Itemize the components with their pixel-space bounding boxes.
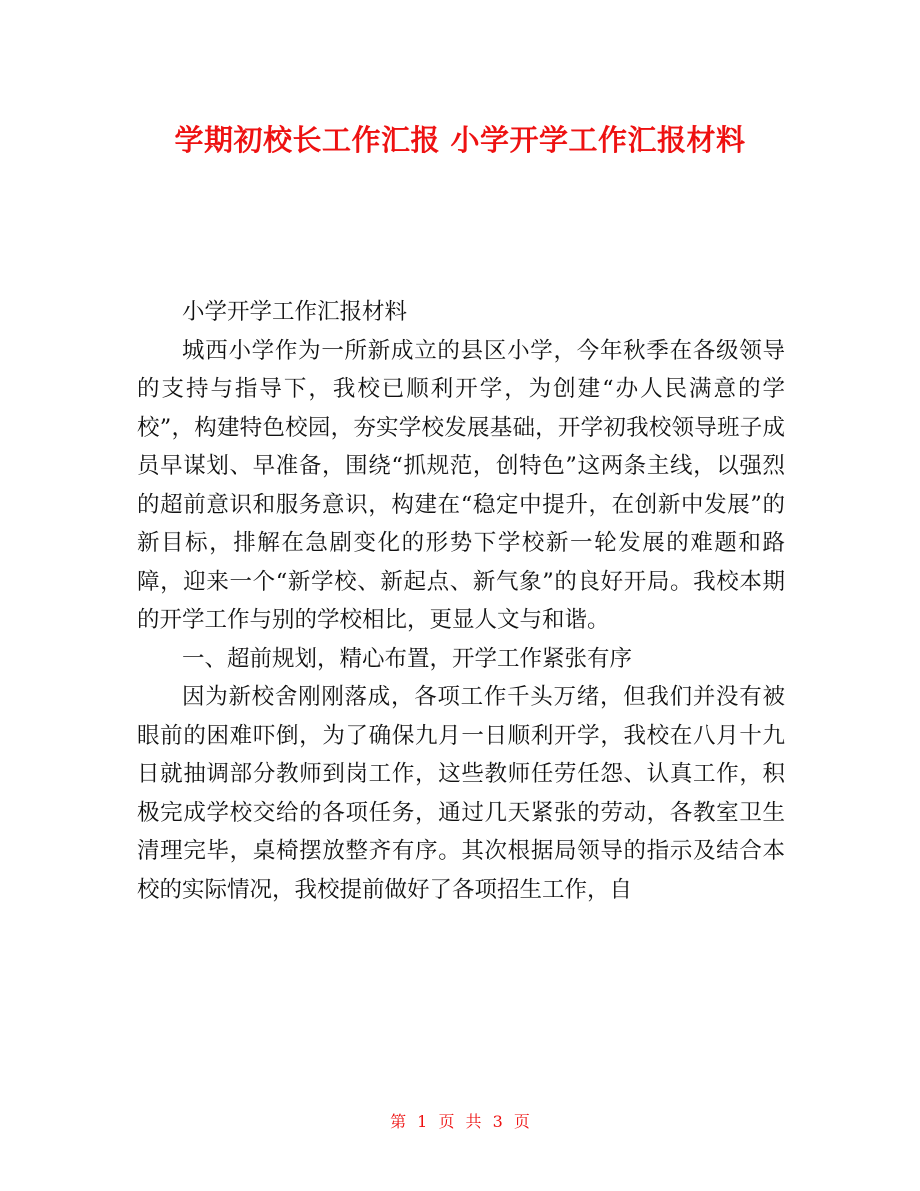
document-body <box>137 293 785 909</box>
body-paragraph: 城西小学作为一所新成立的县区小学，今年秋季在各级领导的支持与指导下，我校已顺利开学，为创建“办人民满意的学校”，构建特色校园，夯实学校发展基础，开学初我校领导班子成员早谋划、早准备，围绕“抓规范，创特色”这两条主线，以强烈的超前意识和服务意识，构建在“稳定中提升，在创新中发展”的新目标，排解在急剧变化的形势下学校新一轮发展的难题和路障，迎来一个“新学校、新起点、新气象”的良好开局。我校本期的开学工作与别的学校相比，更显人文与和谐。 <box>137 337 785 633</box>
document-title: 学期初校长工作汇报 小学开学工作汇报材料 <box>174 123 746 157</box>
body-paragraph: 因为新校舍刚刚落成，各项工作千头万绪，但我们并没有被眼前的困难吓倒，为了确保九月一日顺利开学，我校在八月十九日就抽调部分教师到岗工作，这些教师任劳任怨、认真工作，积极完成学校交给的各项任务，通过几天紧张的劳动，各教室卫生清理完毕，桌椅摆放整齐有序。其次根据局领导的指示及结合本校的实际情况，我校提前做好了各项招生工作，自 <box>137 684 785 903</box>
page-number-footer: 第 1 页 共 3 页 <box>390 1112 530 1131</box>
section-heading: 小学开学工作汇报材料 <box>182 299 408 325</box>
section-heading: 一、超前规划，精心布置，开学工作紧张有序 <box>182 645 633 672</box>
